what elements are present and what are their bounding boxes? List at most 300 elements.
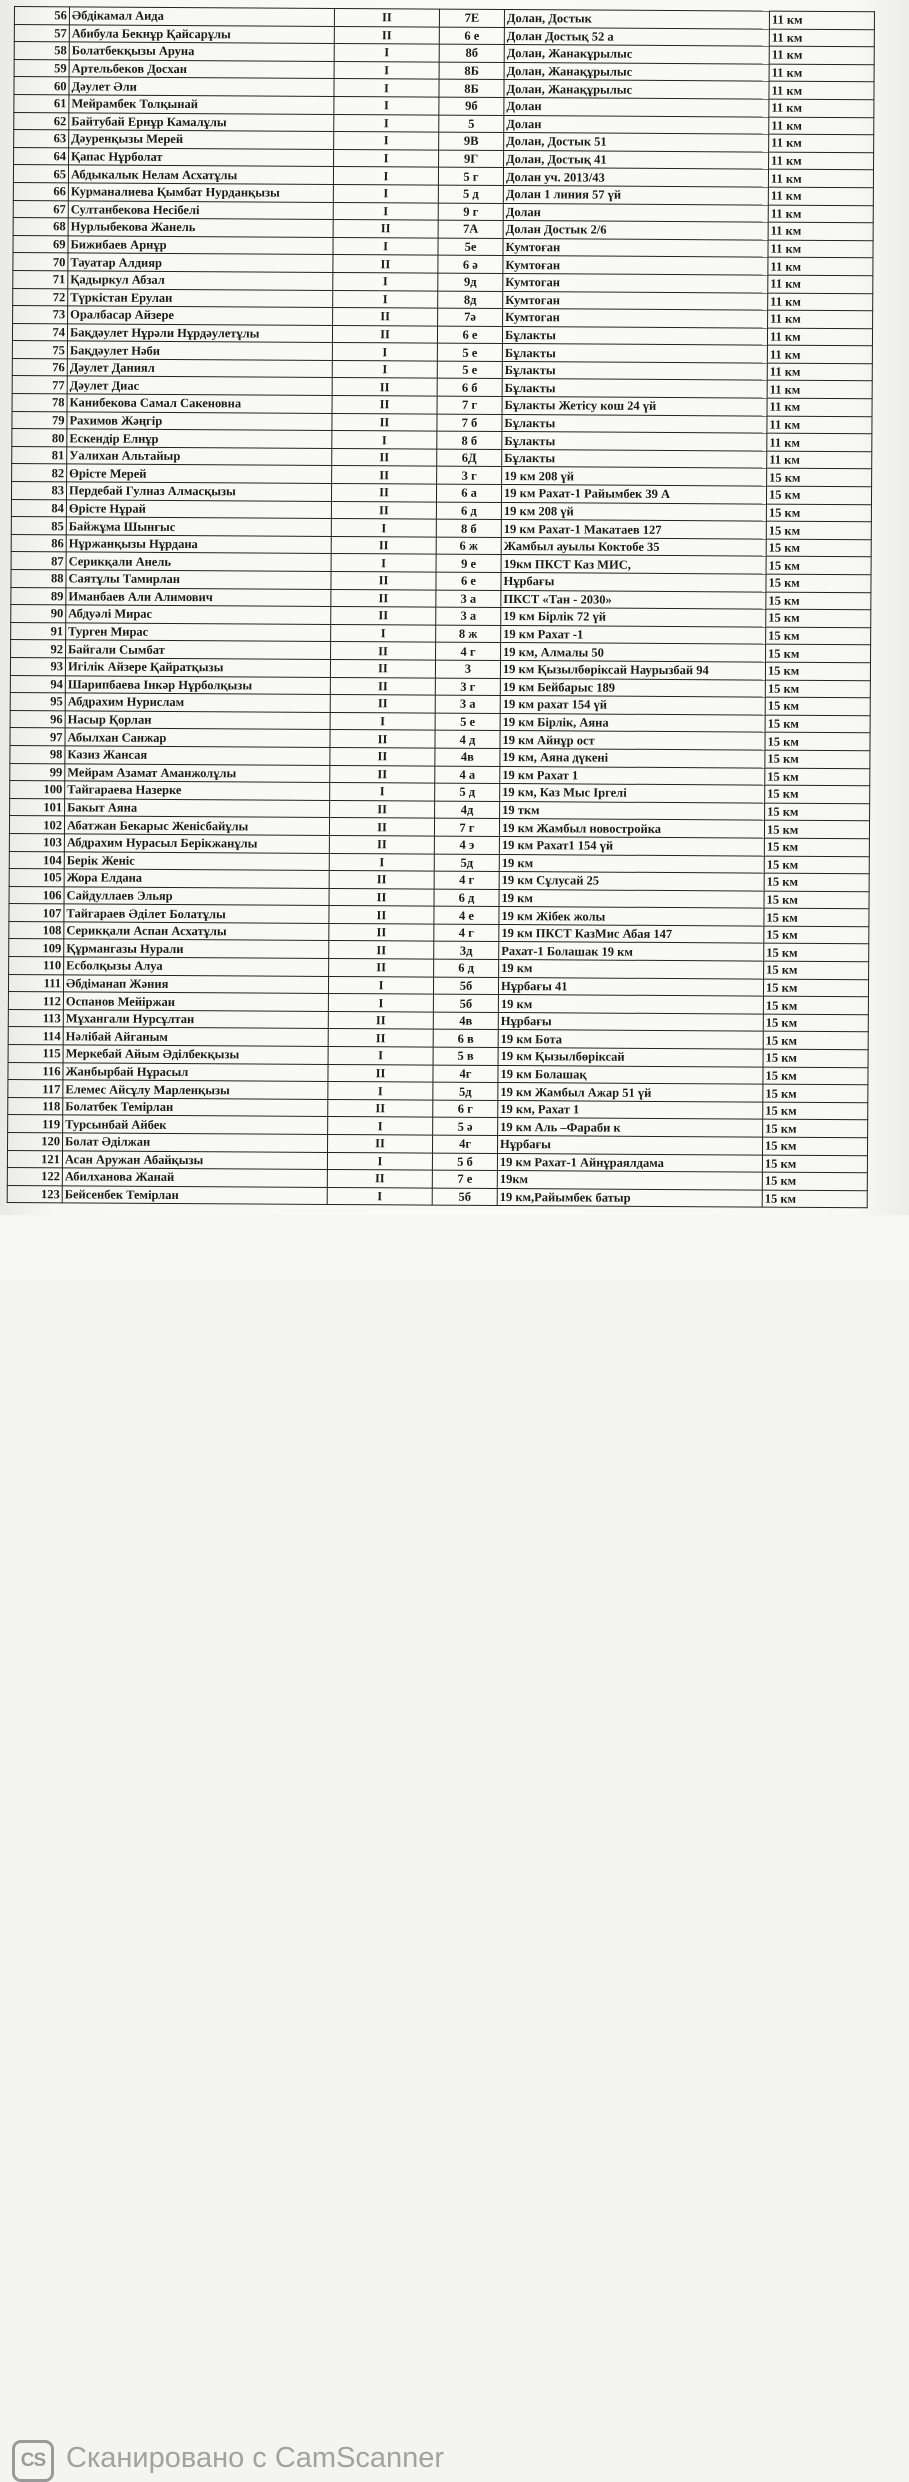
distance-cell: 11 км xyxy=(767,363,872,381)
student-name-cell: Пердебай Гулназ Алмасқызы xyxy=(66,482,331,501)
distance-cell: 15 км xyxy=(762,1155,867,1173)
address-cell: Бұлакты xyxy=(502,449,767,468)
student-name-cell: Қадыркул Абзал xyxy=(68,271,333,290)
address-cell: 19 км xyxy=(499,960,764,979)
row-number-cell: 123 xyxy=(7,1185,62,1203)
address-cell: Кумтоган xyxy=(503,309,768,328)
class-cell: 5б xyxy=(433,977,498,995)
row-number-cell: 57 xyxy=(14,24,69,42)
row-number-cell: 76 xyxy=(12,358,67,376)
row-number-cell: 67 xyxy=(13,200,68,218)
student-name-cell: Нәлібай Айганым xyxy=(63,1027,328,1046)
distance-cell: 15 км xyxy=(765,768,870,786)
address-cell: 19 км Аль –Фараби к xyxy=(498,1118,763,1137)
class-cell: 6 ә xyxy=(438,255,503,273)
address-cell: 19 км,Райымбек батыр xyxy=(497,1188,762,1207)
shift-cell: II xyxy=(332,325,437,343)
address-cell: ПКСТ «Тан - 2030» xyxy=(501,590,766,609)
row-number-cell: 75 xyxy=(12,341,67,359)
shift-cell: I xyxy=(330,783,435,801)
student-name-cell: Қапас Нұрболат xyxy=(69,148,334,167)
address-cell: Бұлакты xyxy=(502,432,767,451)
class-cell: 7 е xyxy=(432,1170,497,1188)
distance-cell: 11 км xyxy=(767,451,872,469)
class-cell: 7 г xyxy=(434,818,499,836)
distance-cell: 15 км xyxy=(766,609,871,627)
student-name-cell: Тайгараев Әділет Болатұлы xyxy=(64,904,329,923)
student-name-cell: Турген Мирас xyxy=(66,623,331,642)
shift-cell: I xyxy=(333,237,438,255)
student-name-cell: Әбдікамал Аида xyxy=(69,7,334,26)
address-cell: Долан уч. 2013/43 xyxy=(503,168,768,187)
distance-cell: 15 км xyxy=(767,469,872,487)
student-name-cell: Елемес Айсұлу Марленқызы xyxy=(63,1080,328,1099)
row-number-cell: 99 xyxy=(10,763,65,781)
row-number-cell: 119 xyxy=(8,1115,63,1133)
row-number-cell: 62 xyxy=(14,112,69,130)
address-cell: Долан, Достык 51 xyxy=(504,133,769,152)
distance-cell: 11 км xyxy=(769,134,874,152)
class-cell: 5д xyxy=(433,1082,498,1100)
row-number-cell: 56 xyxy=(14,7,69,25)
class-cell: 7 б xyxy=(437,414,502,432)
row-number-cell: 105 xyxy=(9,869,64,887)
distance-cell: 15 км xyxy=(766,486,871,504)
distance-cell: 15 км xyxy=(766,627,871,645)
shift-cell: II xyxy=(331,589,436,607)
address-cell: 19 км Қызылбөріксай xyxy=(498,1048,763,1067)
address-cell: Долан xyxy=(504,115,769,134)
class-cell: 9В xyxy=(439,132,504,150)
shift-cell: I xyxy=(332,360,437,378)
class-cell: 6 д xyxy=(434,889,499,907)
shift-cell: I xyxy=(334,114,439,132)
address-cell: 19 км Рахат1 154 үй xyxy=(499,836,764,855)
shift-cell: II xyxy=(333,255,438,273)
student-name-cell: Меркебай Айым Әділбекқызы xyxy=(63,1045,328,1064)
address-cell: Рахат-1 Болашак 19 км xyxy=(499,942,764,961)
distance-cell: 11 км xyxy=(768,240,873,258)
shift-cell: I xyxy=(333,184,438,202)
class-cell: 5д xyxy=(434,854,499,872)
class-cell: 6 а xyxy=(436,484,501,502)
class-cell: 4 г xyxy=(434,924,499,942)
shift-cell: I xyxy=(334,79,439,97)
class-cell: 7А xyxy=(438,220,503,238)
row-number-cell: 58 xyxy=(14,42,69,60)
row-number-cell: 116 xyxy=(8,1062,63,1080)
student-name-cell: Канибекова Самал Сакеновна xyxy=(67,394,332,413)
row-number-cell: 122 xyxy=(7,1168,62,1186)
class-cell: 6 е xyxy=(439,27,504,45)
class-cell: 4 д xyxy=(435,730,500,748)
distance-cell: 11 км xyxy=(768,205,873,223)
student-name-cell: Игілік Айзере Қайратқызы xyxy=(65,658,330,677)
address-cell: 19 км, Рахат 1 xyxy=(498,1100,763,1119)
shift-cell: I xyxy=(328,976,433,994)
class-cell: 9 г xyxy=(438,203,503,221)
address-cell: Нұрбағы 41 xyxy=(498,977,763,996)
class-cell: 5 д xyxy=(435,783,500,801)
shift-cell: I xyxy=(334,61,439,79)
shift-cell: II xyxy=(327,1170,432,1188)
student-name-cell: Абдыкалык Нелам Асхатұлы xyxy=(68,165,333,184)
shift-cell: II xyxy=(329,906,434,924)
distance-cell: 15 км xyxy=(764,908,869,926)
class-cell: 8б xyxy=(439,44,504,62)
row-number-cell: 110 xyxy=(9,957,64,975)
class-cell: 4 е xyxy=(434,906,499,924)
address-cell: 19 км Жамбыл новостройка xyxy=(499,819,764,838)
student-name-cell: Болатбекқызы Аруна xyxy=(69,42,334,61)
class-cell: 5 е xyxy=(435,713,500,731)
row-number-cell: 86 xyxy=(11,534,66,552)
address-cell: 19 км Рахат 1 xyxy=(500,766,765,785)
student-name-cell: Артельбеков Досхан xyxy=(69,60,334,79)
distance-cell: 11 км xyxy=(768,187,873,205)
address-cell: Бұлакты xyxy=(502,344,767,363)
row-number-cell: 91 xyxy=(11,622,66,640)
distance-cell: 15 км xyxy=(763,1032,868,1050)
address-cell: Кумтоған xyxy=(503,256,768,275)
class-cell: 7Е xyxy=(439,9,504,27)
distance-cell: 15 км xyxy=(766,539,871,557)
shift-cell: II xyxy=(329,923,434,941)
row-number-cell: 61 xyxy=(14,94,69,112)
class-cell: 6Д xyxy=(437,449,502,467)
address-cell: 19км ПКСТ Каз МИС, xyxy=(501,555,766,574)
student-name-cell: Түркістан Ерулан xyxy=(68,288,333,307)
distance-cell: 15 км xyxy=(763,1067,868,1085)
row-number-cell: 95 xyxy=(10,693,65,711)
class-cell: 3 а xyxy=(435,695,500,713)
shift-cell: II xyxy=(329,871,434,889)
shift-cell: II xyxy=(332,448,437,466)
camscanner-watermark-text: Сканировано с CamScanner xyxy=(66,2442,445,2474)
distance-cell: 15 км xyxy=(765,785,870,803)
address-cell: Долан 1 линия 57 үй xyxy=(503,185,768,204)
row-number-cell: 74 xyxy=(12,323,67,341)
student-name-cell: Құрмангазы Нурали xyxy=(64,939,329,958)
student-name-cell: Мұхангали Нурсұлтан xyxy=(63,1010,328,1029)
shift-cell: II xyxy=(328,1099,433,1117)
class-cell: 8 ж xyxy=(436,625,501,643)
address-cell: 19км xyxy=(497,1171,762,1190)
shift-cell: II xyxy=(328,1134,433,1152)
address-cell: 19 км ПКСТ КазМис Абая 147 xyxy=(499,924,764,943)
shift-cell: I xyxy=(331,554,436,572)
shift-cell: I xyxy=(328,1082,433,1100)
shift-cell: II xyxy=(332,378,437,396)
student-name-cell: Серикқали Аспан Асхатұлы xyxy=(64,922,329,941)
shift-cell: II xyxy=(333,308,438,326)
student-name-cell: Нұржанқызы Нұрдана xyxy=(66,535,331,554)
row-number-cell: 66 xyxy=(13,182,68,200)
shift-cell: II xyxy=(331,607,436,625)
row-number-cell: 78 xyxy=(12,394,67,412)
class-cell: 8Б xyxy=(439,79,504,97)
student-name-cell: Нурлыбекова Жанель xyxy=(68,218,333,237)
class-cell: 4 г xyxy=(434,871,499,889)
shift-cell: II xyxy=(332,413,437,431)
distance-cell: 15 км xyxy=(762,1137,867,1155)
shift-cell: II xyxy=(330,730,435,748)
student-name-cell: Оспанов Мейіржан xyxy=(63,992,328,1011)
class-cell: 5б xyxy=(433,994,498,1012)
address-cell: Жамбыл ауылы Коктобе 35 xyxy=(501,537,766,556)
student-name-cell: Өрісте Нұрай xyxy=(66,499,331,518)
row-number-cell: 60 xyxy=(14,77,69,95)
shift-cell: II xyxy=(330,765,435,783)
address-cell: Долан, Жанакұрылыс xyxy=(504,45,769,64)
shift-cell: I xyxy=(327,1187,432,1205)
shift-cell: II xyxy=(330,695,435,713)
class-cell: 5 ә xyxy=(433,1117,498,1135)
student-name-cell: Тауатар Алдияр xyxy=(68,253,333,272)
distance-cell: 11 км xyxy=(769,99,874,117)
distance-cell: 15 км xyxy=(765,715,870,733)
shift-cell: II xyxy=(331,483,436,501)
address-cell: Долан Достык 2/6 xyxy=(503,221,768,240)
student-name-cell: Берік Женіс xyxy=(64,851,329,870)
row-number-cell: 80 xyxy=(12,429,67,447)
distance-cell: 11 км xyxy=(768,310,873,328)
student-name-cell: Курманалиева Қымбат Нурданқызы xyxy=(68,183,333,202)
address-cell: 19 км Рахат-1 Айнұраялдама xyxy=(497,1153,762,1172)
class-cell: 4 г xyxy=(436,642,501,660)
row-number-cell: 97 xyxy=(10,728,65,746)
address-cell: Кумтоган xyxy=(503,291,768,310)
row-number-cell: 87 xyxy=(11,552,66,570)
class-cell: 4г xyxy=(433,1135,498,1153)
student-name-cell: Болатбек Темірлан xyxy=(63,1098,328,1117)
class-cell: 5 е xyxy=(437,361,502,379)
address-cell: Нұрбағы xyxy=(498,1012,763,1031)
student-name-cell: Бақдәулет Нәби xyxy=(67,341,332,360)
address-cell: Долан xyxy=(504,97,769,116)
address-cell: 19 км Жамбыл Ажар 51 үй xyxy=(498,1083,763,1102)
row-number-cell: 85 xyxy=(11,517,66,535)
student-name-cell: Дәуренқызы Мерей xyxy=(69,130,334,149)
class-cell: 7ә xyxy=(438,308,503,326)
address-cell: Бұлакты xyxy=(502,361,767,380)
distance-cell: 15 км xyxy=(766,592,871,610)
row-number-cell: 84 xyxy=(11,499,66,517)
distance-cell: 11 км xyxy=(769,11,874,29)
address-cell: 19 км 208 үй xyxy=(502,467,767,486)
shift-cell: II xyxy=(333,220,438,238)
shift-cell: II xyxy=(328,1064,433,1082)
shift-cell: I xyxy=(334,44,439,62)
distance-cell: 15 км xyxy=(763,979,868,997)
student-name-cell: Иманбаев Али Алимович xyxy=(66,587,331,606)
distance-cell: 15 км xyxy=(764,891,869,909)
distance-cell: 11 км xyxy=(767,398,872,416)
student-name-cell: Абатжан Бекарыс Женісбайұлы xyxy=(64,816,329,835)
address-cell: Долан, Достык xyxy=(504,9,769,28)
address-cell: Долан Достық 52 а xyxy=(504,27,769,46)
shift-cell: II xyxy=(332,396,437,414)
distance-cell: 11 км xyxy=(769,81,874,99)
distance-cell: 11 км xyxy=(767,433,872,451)
distance-cell: 15 км xyxy=(766,574,871,592)
row-number-cell: 70 xyxy=(13,253,68,271)
distance-cell: 11 км xyxy=(769,117,874,135)
address-cell: Бұлакты xyxy=(502,379,767,398)
shift-cell: II xyxy=(330,800,435,818)
row-number-cell: 69 xyxy=(13,235,68,253)
student-name-cell: Бакыт Аяна xyxy=(65,799,330,818)
distance-cell: 11 км xyxy=(768,222,873,240)
shift-cell: II xyxy=(329,818,434,836)
row-number-cell: 114 xyxy=(8,1027,63,1045)
shift-cell: I xyxy=(330,712,435,730)
distance-cell: 11 км xyxy=(768,293,873,311)
address-cell: 19 км 208 үй xyxy=(501,502,766,521)
class-cell: 6 ж xyxy=(436,537,501,555)
student-name-cell: Байжұма Шынғыс xyxy=(66,517,331,536)
class-cell: 9б xyxy=(439,97,504,115)
student-name-cell: Турсынбай Айбек xyxy=(63,1115,328,1134)
distance-cell: 11 км xyxy=(769,152,874,170)
distance-cell: 11 км xyxy=(767,345,872,363)
shift-cell: I xyxy=(333,290,438,308)
student-name-cell: Дәулет Әли xyxy=(69,77,334,96)
row-number-cell: 104 xyxy=(9,851,64,869)
distance-cell: 15 км xyxy=(766,644,871,662)
address-cell: 19 км Бірлік 72 үй xyxy=(501,608,766,627)
row-number-cell: 72 xyxy=(13,288,68,306)
student-name-cell: Шарипбаева Інкәр Нұрболқызы xyxy=(65,675,330,694)
student-name-cell: Ескендір Елнұр xyxy=(67,429,332,448)
address-cell: Долан, Жанақұрылыс xyxy=(504,80,769,99)
shift-cell: I xyxy=(334,132,439,150)
distance-cell: 15 км xyxy=(765,662,870,680)
class-cell: 5 д xyxy=(438,185,503,203)
student-name-cell: Бижибаев Арнұр xyxy=(68,236,333,255)
address-cell: 19 км, Алмалы 50 xyxy=(501,643,766,662)
scanner-footer xyxy=(0,1215,909,2474)
distance-cell: 15 км xyxy=(765,732,870,750)
address-cell: 19 км, Каз Мыс Іргелі xyxy=(500,784,765,803)
address-cell: Долан, Жанақұрылыс xyxy=(504,62,769,81)
class-cell: 9 е xyxy=(436,554,501,572)
address-cell: Долан, Достық 41 xyxy=(504,150,769,169)
distance-cell: 11 км xyxy=(769,29,874,47)
student-name-cell: Абдуәлі Мирас xyxy=(66,605,331,624)
class-cell: 4в xyxy=(435,748,500,766)
student-name-cell: Болат Әділжан xyxy=(63,1133,328,1152)
class-cell: 4г xyxy=(433,1065,498,1083)
class-cell: 6 д xyxy=(434,959,499,977)
address-cell: 19 км Рахат-1 Райымбек 39 А xyxy=(501,485,766,504)
shift-cell: II xyxy=(331,501,436,519)
address-cell: 19 ткм xyxy=(500,801,765,820)
shift-cell: I xyxy=(327,1152,432,1170)
distance-cell: 15 км xyxy=(765,680,870,698)
class-cell: 8 б xyxy=(437,431,502,449)
student-name-cell: Насыр Қорлан xyxy=(65,711,330,730)
distance-cell: 15 км xyxy=(764,873,869,891)
row-number-cell: 107 xyxy=(9,904,64,922)
class-cell: 6 г xyxy=(433,1100,498,1118)
shift-cell: II xyxy=(330,677,435,695)
address-cell: 19 км Бірлік, Аяна xyxy=(500,713,765,732)
address-cell: Кумтоған xyxy=(503,238,768,257)
address-cell: Бұлакты xyxy=(502,414,767,433)
distance-cell: 15 км xyxy=(764,961,869,979)
row-number-cell: 81 xyxy=(12,446,67,464)
address-cell: 19 км, Аяна дүкені xyxy=(500,748,765,767)
distance-cell: 15 км xyxy=(764,926,869,944)
student-roster-table xyxy=(7,6,875,1209)
row-number-cell: 89 xyxy=(11,587,66,605)
row-number-cell: 82 xyxy=(12,464,67,482)
address-cell: 19 км Рахат -1 xyxy=(501,625,766,644)
shift-cell: II xyxy=(329,888,434,906)
row-number-cell: 59 xyxy=(14,59,69,77)
distance-cell: 15 км xyxy=(766,504,871,522)
student-name-cell: Саятұлы Тамирлан xyxy=(66,570,331,589)
class-cell: 6 б xyxy=(437,379,502,397)
row-number-cell: 96 xyxy=(10,710,65,728)
student-name-cell: Жора Елдана xyxy=(64,869,329,888)
student-name-cell: Абибула Бекнұр Қайсарұлы xyxy=(69,24,334,43)
student-name-cell: Абдрахим Нурислам xyxy=(65,693,330,712)
class-cell: 8Б xyxy=(439,62,504,80)
shift-cell: II xyxy=(328,1029,433,1047)
shift-cell: II xyxy=(330,747,435,765)
distance-cell: 11 км xyxy=(767,328,872,346)
student-name-cell: Казиз Жансая xyxy=(65,746,330,765)
row-number-cell: 101 xyxy=(10,798,65,816)
shift-cell: II xyxy=(329,941,434,959)
row-number-cell: 65 xyxy=(13,165,68,183)
row-number-cell: 77 xyxy=(12,376,67,394)
class-cell: 5 е xyxy=(437,343,502,361)
row-number-cell: 79 xyxy=(12,411,67,429)
student-name-cell: Бақдәулет Нұрәли Нұрдәулетұлы xyxy=(67,324,332,343)
class-cell: 8 б xyxy=(436,519,501,537)
distance-cell: 11 км xyxy=(767,381,872,399)
shift-cell: II xyxy=(328,1011,433,1029)
roster-body xyxy=(7,7,874,1209)
distance-cell: 15 км xyxy=(765,697,870,715)
distance-cell: 15 км xyxy=(765,803,870,821)
class-cell: 5е xyxy=(438,238,503,256)
class-cell: 4в xyxy=(433,1012,498,1030)
student-name-cell: Байтубай Ернұр Камалұлы xyxy=(69,112,334,131)
class-cell: 3 xyxy=(435,660,500,678)
distance-cell: 15 км xyxy=(765,750,870,768)
row-number-cell: 64 xyxy=(14,147,69,165)
row-number-cell: 108 xyxy=(9,921,64,939)
class-cell: 4д xyxy=(435,801,500,819)
address-cell: 19 км Жібек жолы xyxy=(499,907,764,926)
distance-cell: 15 км xyxy=(763,996,868,1014)
address-cell: Долан xyxy=(503,203,768,222)
student-name-cell: Султанбекова Несібелі xyxy=(68,200,333,219)
row-number-cell: 71 xyxy=(13,270,68,288)
student-name-cell: Уалихан Альтайыр xyxy=(67,447,332,466)
address-cell: 19 км рахат 154 үй xyxy=(500,696,765,715)
shift-cell: II xyxy=(331,571,436,589)
row-number-cell: 111 xyxy=(8,974,63,992)
address-cell: Бұлакты Жетісу кош 24 үй xyxy=(502,397,767,416)
distance-cell: 15 км xyxy=(766,521,871,539)
shift-cell: I xyxy=(333,202,438,220)
student-name-cell: Жанбырбай Нұрасыл xyxy=(63,1062,328,1081)
